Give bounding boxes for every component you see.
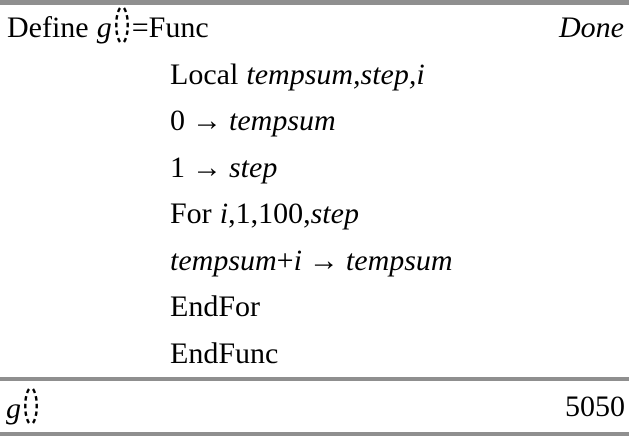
- evaluation-result[interactable]: 5050: [565, 389, 625, 423]
- endfunc-keyword: EndFunc: [170, 336, 279, 370]
- for-loop-line[interactable]: [0, 191, 629, 238]
- target-variable: tempsum: [229, 104, 336, 137]
- target-variable: tempsum: [345, 243, 453, 277]
- definition-result[interactable]: Done: [559, 11, 624, 44]
- for-keyword: For: [170, 197, 212, 230]
- store-arrow-icon: →: [192, 150, 222, 184]
- counter-variable: i: [293, 243, 302, 277]
- definition-entry-row: [0, 5, 629, 52]
- store-arrow-icon: →: [308, 243, 339, 277]
- endfor-line[interactable]: [0, 284, 629, 331]
- equals-sign: =: [131, 11, 149, 44]
- init-value: 1: [170, 150, 185, 184]
- local-keyword: Local: [170, 57, 239, 91]
- function-name: g: [96, 11, 112, 44]
- loop-bounds: ,1,100,: [228, 197, 311, 230]
- local-variables: tempsum,step,i: [246, 57, 425, 91]
- init-value: 0: [170, 104, 185, 137]
- init-tempsum-line[interactable]: [0, 98, 629, 145]
- accumulate-line[interactable]: [0, 238, 629, 285]
- init-step-line[interactable]: [0, 145, 629, 192]
- endfunc-line[interactable]: [0, 331, 629, 378]
- sum-variable: tempsum: [170, 243, 277, 277]
- evaluation-entry-row: [0, 381, 629, 432]
- empty-parens-icon: [112, 5, 132, 52]
- endfor-keyword: EndFor: [170, 290, 260, 323]
- loop-counter: i: [219, 197, 229, 230]
- loop-step-variable: step: [310, 197, 359, 230]
- define-keyword: Define: [7, 11, 89, 44]
- store-arrow-icon: →: [192, 104, 222, 137]
- func-keyword: Func: [148, 11, 209, 44]
- local-declaration-line[interactable]: [0, 52, 629, 99]
- target-variable: step: [229, 150, 278, 184]
- evaluation-expression[interactable]: [6, 387, 41, 426]
- plus-sign: +: [276, 243, 294, 277]
- empty-parens-icon: [21, 387, 41, 426]
- history-area: [0, 5, 629, 377]
- function-name: g: [6, 392, 21, 425]
- bottom-divider: [0, 432, 629, 436]
- definition-expression[interactable]: [7, 5, 209, 52]
